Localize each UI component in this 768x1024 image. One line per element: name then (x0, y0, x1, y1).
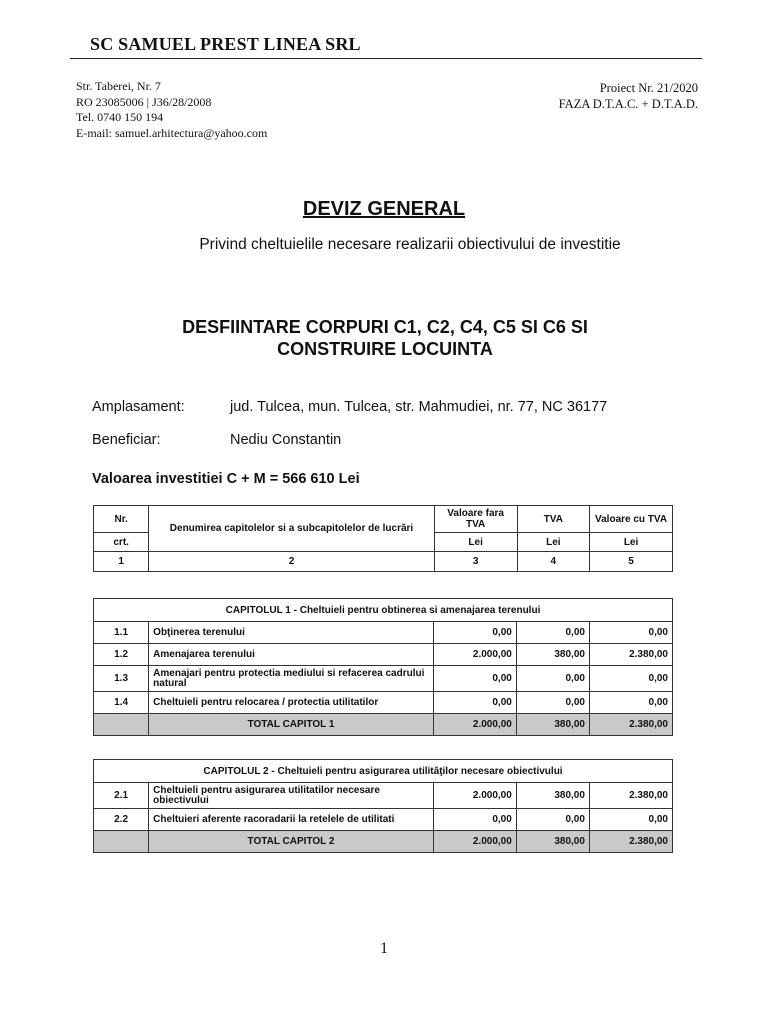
column-number: 5 (590, 552, 673, 572)
total-row (94, 831, 673, 853)
row-total: 0,00 (589, 692, 672, 714)
table-row (94, 622, 673, 644)
row-vat: 0,00 (516, 666, 589, 692)
address-phone: Tel. 0740 150 194 (76, 110, 164, 124)
total-value: 2.000,00 (433, 714, 516, 736)
total-value: 2.000,00 (433, 831, 516, 853)
header-value-no-vat: Valoare fara TVA (434, 506, 517, 533)
column-number: 3 (434, 552, 517, 572)
investment-value: Valoarea investitiei C + M = 566 610 Lei (92, 471, 360, 487)
header-unit: Lei (517, 533, 590, 552)
row-name: Amenajarea terenului (149, 644, 434, 666)
row-value: 0,00 (433, 809, 516, 831)
row-number: 1.1 (94, 622, 149, 644)
object-title (120, 316, 650, 360)
document-subtitle: Privind cheltuielile necesare realizarii obiectivului de investitie (199, 236, 621, 253)
row-total: 2.380,00 (589, 644, 672, 666)
object-title-line: DESFIINTARE CORPURI C1, C2, C4, C5 SI C6 SI (182, 317, 588, 337)
row-total: 2.380,00 (589, 783, 672, 809)
row-value: 0,00 (433, 692, 516, 714)
row-name: Cheltuieli pentru relocarea / protectia utilitatilor (149, 692, 434, 714)
project-number: Proiect Nr. 21/2020 (599, 81, 698, 95)
company-name: SC SAMUEL PREST LINEA SRL (90, 34, 361, 54)
header-vat: TVA (517, 506, 590, 533)
row-name: Cheltuieli pentru asigurarea utilitatilor necesare obiectivului (149, 783, 434, 809)
row-name: Amenajari pentru protectia mediului si refacerea cadrului natural (149, 666, 434, 692)
chapter-title: CAPITOLUL 1 - Cheltuieli pentru obtinerea si amenajarea terenului (94, 599, 673, 622)
chapter-2-table (93, 759, 673, 853)
table-row (94, 692, 673, 714)
address-registration: RO 23085006 | J36/28/2008 (76, 94, 212, 109)
header-nr: Nr. (94, 506, 149, 533)
total-label: TOTAL CAPITOL 1 (149, 714, 434, 736)
row-number: 1.2 (94, 644, 149, 666)
row-total: 0,00 (589, 622, 672, 644)
row-vat: 380,00 (516, 783, 589, 809)
header-value-with-vat: Valoare cu TVA (590, 506, 673, 533)
document-title: DEVIZ GENERAL (302, 198, 466, 220)
total-sum: 2.380,00 (589, 714, 672, 736)
total-vat: 380,00 (516, 831, 589, 853)
row-value: 2.000,00 (433, 644, 516, 666)
row-name: Cheltuieri aferente racoradarii la retelele de utilitati (149, 809, 434, 831)
row-value: 2.000,00 (433, 783, 516, 809)
row-value: 0,00 (433, 622, 516, 644)
location-label: Amplasament: (92, 399, 185, 415)
column-number: 4 (517, 552, 590, 572)
page-number: 1 (380, 940, 388, 957)
total-vat: 380,00 (516, 714, 589, 736)
header-unit: Lei (434, 533, 517, 552)
row-number: 1.3 (94, 666, 149, 692)
row-vat: 380,00 (516, 644, 589, 666)
table-row (94, 809, 673, 831)
row-total: 0,00 (589, 809, 672, 831)
object-title-line: CONSTRUIRE LOCUINTA (277, 339, 493, 359)
total-spacer (94, 714, 149, 736)
row-vat: 0,00 (516, 692, 589, 714)
row-value: 0,00 (433, 666, 516, 692)
column-number: 2 (149, 552, 434, 572)
address-email: E-mail: samuel.arhitectura@yahoo.com (76, 125, 268, 140)
header-crt: crt. (94, 533, 149, 552)
location-value: jud. Tulcea, mun. Tulcea, str. Mahmudiei, nr. 77, NC 36177 (230, 399, 608, 415)
total-label: TOTAL CAPITOL 2 (149, 831, 434, 853)
address-street: Str. Taberei, Nr. 7 (76, 79, 161, 93)
beneficiary-label: Beneficiar: (92, 432, 161, 448)
row-vat: 0,00 (516, 622, 589, 644)
table-row (94, 666, 673, 692)
header-divider (70, 58, 702, 59)
row-number: 2.2 (94, 809, 149, 831)
column-header-table (93, 505, 673, 572)
beneficiary-value: Nediu Constantin (230, 432, 342, 448)
total-sum: 2.380,00 (589, 831, 672, 853)
company-address (76, 79, 267, 141)
total-spacer (94, 831, 149, 853)
column-number: 1 (94, 552, 149, 572)
table-row (94, 783, 673, 809)
row-vat: 0,00 (516, 809, 589, 831)
project-info (559, 80, 698, 112)
chapter-1-table (93, 598, 673, 736)
row-number: 2.1 (94, 783, 149, 809)
total-row (94, 714, 673, 736)
header-unit: Lei (590, 533, 673, 552)
table-row (94, 644, 673, 666)
chapter-title: CAPITOLUL 2 - Cheltuieli pentru asigurarea utilităţilor necesare obiectivului (94, 760, 673, 783)
row-total: 0,00 (589, 666, 672, 692)
row-number: 1.4 (94, 692, 149, 714)
project-phase: FAZA D.T.A.C. + D.T.A.D. (558, 97, 698, 111)
header-name: Denumirea capitolelor si a subcapitolelor de lucrări (149, 506, 434, 552)
row-name: Obţinerea terenului (149, 622, 434, 644)
